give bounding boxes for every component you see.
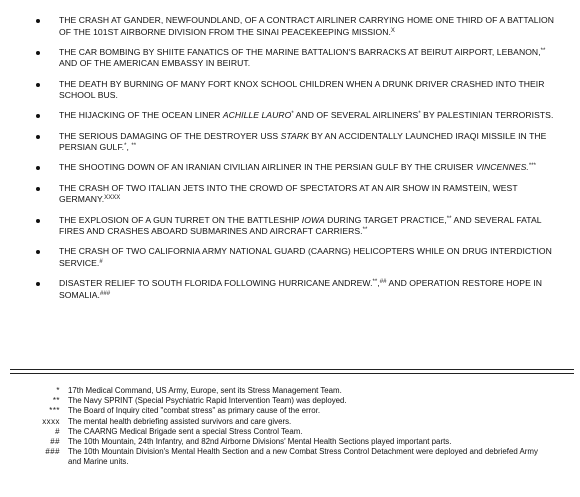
- event-item: [0, 162, 580, 174]
- event-text: AND OPERATION RESTORE HOPE IN SOMALIA.: [59, 278, 542, 300]
- event-text: THE SERIOUS DAMAGING OF THE DESTROYER USS: [59, 130, 281, 141]
- footnote-mark: ***: [528, 163, 537, 170]
- event-text: THE EXPLOSION OF A GUN TURRET ON THE BATTLESHIP: [59, 214, 302, 225]
- footnote-mark: **: [362, 227, 368, 234]
- footnote-text: The 10th Mountain, 24th Infantry, and 82nd Airborne Divisions' Mental Health Sections played important parts.: [68, 436, 452, 446]
- footnote-mark: **: [540, 47, 546, 54]
- footnote-item: [0, 386, 580, 396]
- footnote-mark: *: [124, 143, 127, 150]
- vessel-name: STARK: [280, 130, 309, 141]
- event-text: AND OF SEVERAL AIRLINERS: [293, 110, 419, 121]
- event-item: [0, 79, 580, 102]
- divider-line: [10, 373, 574, 374]
- bullet-icon: [36, 19, 40, 23]
- footnote-mark: ###: [100, 290, 111, 297]
- event-item: [0, 278, 580, 301]
- footnote-symbol: xxxx: [42, 416, 60, 426]
- footnote-text: The 10th Mountain Division's Mental Health Section and a new Combat Stress Control Detachment were deployed and debriefed Army and Marine units.: [68, 447, 538, 467]
- event-text: THE HIJACKING OF THE OCEAN LINER: [59, 110, 223, 121]
- footnote-item: [0, 396, 580, 406]
- divider-line: [10, 369, 574, 370]
- footnote-mark: *: [291, 111, 294, 118]
- event-text: THE CRASH AT GANDER, NEWFOUNDLAND, OF A CONTRACT AIRLINER CARRYING HOME ONE THIRD OF A BATTALION OF THE 101ST AIRBORNE DIVISION FROM THE SINAI PEACEKEEPING MISSION.: [59, 15, 555, 37]
- event-text: THE CAR BOMBING BY SHIITE FANATICS OF THE MARINE BATTALION'S BARRACKS AT BEIRUT AIRPORT, LEBANON,: [59, 46, 541, 57]
- bullet-icon: [36, 51, 40, 55]
- footnote-symbol: ##: [50, 436, 60, 446]
- footnote-mark: X: [390, 27, 395, 34]
- event-text: AND OF THE AMERICAN EMBASSY IN BEIRUT.: [59, 58, 251, 69]
- bullet-icon: [36, 83, 40, 87]
- bullet-icon: [36, 135, 40, 139]
- event-item: [0, 246, 580, 269]
- vessel-name: VINCENNES.: [475, 162, 529, 173]
- footnote-symbol: #: [55, 426, 60, 436]
- footnote-symbol: ***: [49, 406, 60, 416]
- footnote-text: 17th Medical Command, US Army, Europe, sent its Stress Management Team.: [68, 386, 342, 395]
- event-text: THE SHOOTING DOWN OF AN IRANIAN CIVILIAN AIRLINER IN THE PERSIAN GULF BY THE CRUISER: [59, 162, 476, 173]
- footnote-list: [0, 386, 580, 468]
- event-text: THE DEATH BY BURNING OF MANY FORT KNOX SCHOOL CHILDREN WHEN A DRUNK DRIVER CRASHED INTO THEIR SCHOOL BUS.: [59, 78, 545, 101]
- event-item: [0, 215, 580, 238]
- footnote-item: [0, 417, 580, 427]
- event-text: DURING TARGET PRACTICE,: [324, 214, 447, 225]
- vessel-name: ACHILLE LAURO: [222, 110, 292, 121]
- event-text: BY PALESTINIAN TERRORISTS.: [420, 110, 554, 121]
- footnote-text: The CAARNG Medical Brigade sent a special Stress Control Team.: [68, 426, 303, 436]
- footnote-mark: **: [446, 215, 452, 222]
- event-text: AND SEVERAL FATAL FIRES AND CRASHES ABOARD SUBMARINES AND AIRCRAFT CARRIERS.: [59, 214, 542, 237]
- event-text: THE CRASH OF TWO CALIFORNIA ARMY NATIONAL GUARD (CAARNG) HELICOPTERS WHILE ON DRUG INTERDICTION SERVICE.: [59, 246, 552, 268]
- event-item: [0, 47, 580, 70]
- footnote-mark: **: [372, 279, 378, 286]
- footnote-text: The Navy SPRINT (Special Psychiatric Rapid Intervention Team) was deployed.: [68, 396, 347, 406]
- footnote-symbol: *: [56, 386, 60, 395]
- event-text: THE CRASH OF TWO ITALIAN JETS INTO THE CROWD OF SPECTATORS AT AN AIR SHOW IN RAMSTEIN, WEST GERMANY.: [59, 182, 518, 205]
- event-text: BY AN ACCIDENTALLY LAUNCHED IRAQI MISSILE IN THE PERSIAN GULF.: [59, 130, 547, 153]
- footnote-mark: *: [418, 111, 421, 118]
- footnote-mark: XXXX: [104, 195, 121, 202]
- footnote-item: [0, 447, 580, 467]
- event-text: ,: [126, 142, 132, 153]
- footnote-mark: #: [99, 258, 103, 265]
- bullet-icon: [36, 114, 40, 118]
- footnote-item: [0, 427, 580, 437]
- bullet-icon: [36, 250, 40, 254]
- footnote-mark: **: [131, 143, 137, 150]
- event-item: [0, 15, 580, 38]
- footnote-mark: ##: [379, 279, 387, 286]
- event-item: [0, 183, 580, 206]
- event-text: ,: [377, 278, 380, 289]
- bullet-icon: [36, 166, 40, 170]
- event-list: [0, 15, 580, 310]
- footnote-symbol: ###: [45, 447, 60, 457]
- footnote-item: [0, 437, 580, 447]
- bullet-icon: [36, 187, 40, 191]
- footnote-text: The Board of Inquiry cited "combat stress" as primary cause of the error.: [68, 406, 321, 416]
- footnote-symbol: **: [52, 396, 60, 406]
- footnote-item: [0, 406, 580, 416]
- event-item: [0, 110, 580, 122]
- event-text: DISASTER RELIEF TO SOUTH FLORIDA FOLLOWING HURRICANE ANDREW.: [59, 278, 373, 289]
- vessel-name: IOWA: [301, 214, 325, 225]
- bullet-icon: [36, 219, 40, 223]
- event-item: [0, 131, 580, 154]
- bullet-icon: [36, 282, 40, 286]
- footnote-text: The mental health debriefing assisted survivors and care givers.: [68, 416, 292, 426]
